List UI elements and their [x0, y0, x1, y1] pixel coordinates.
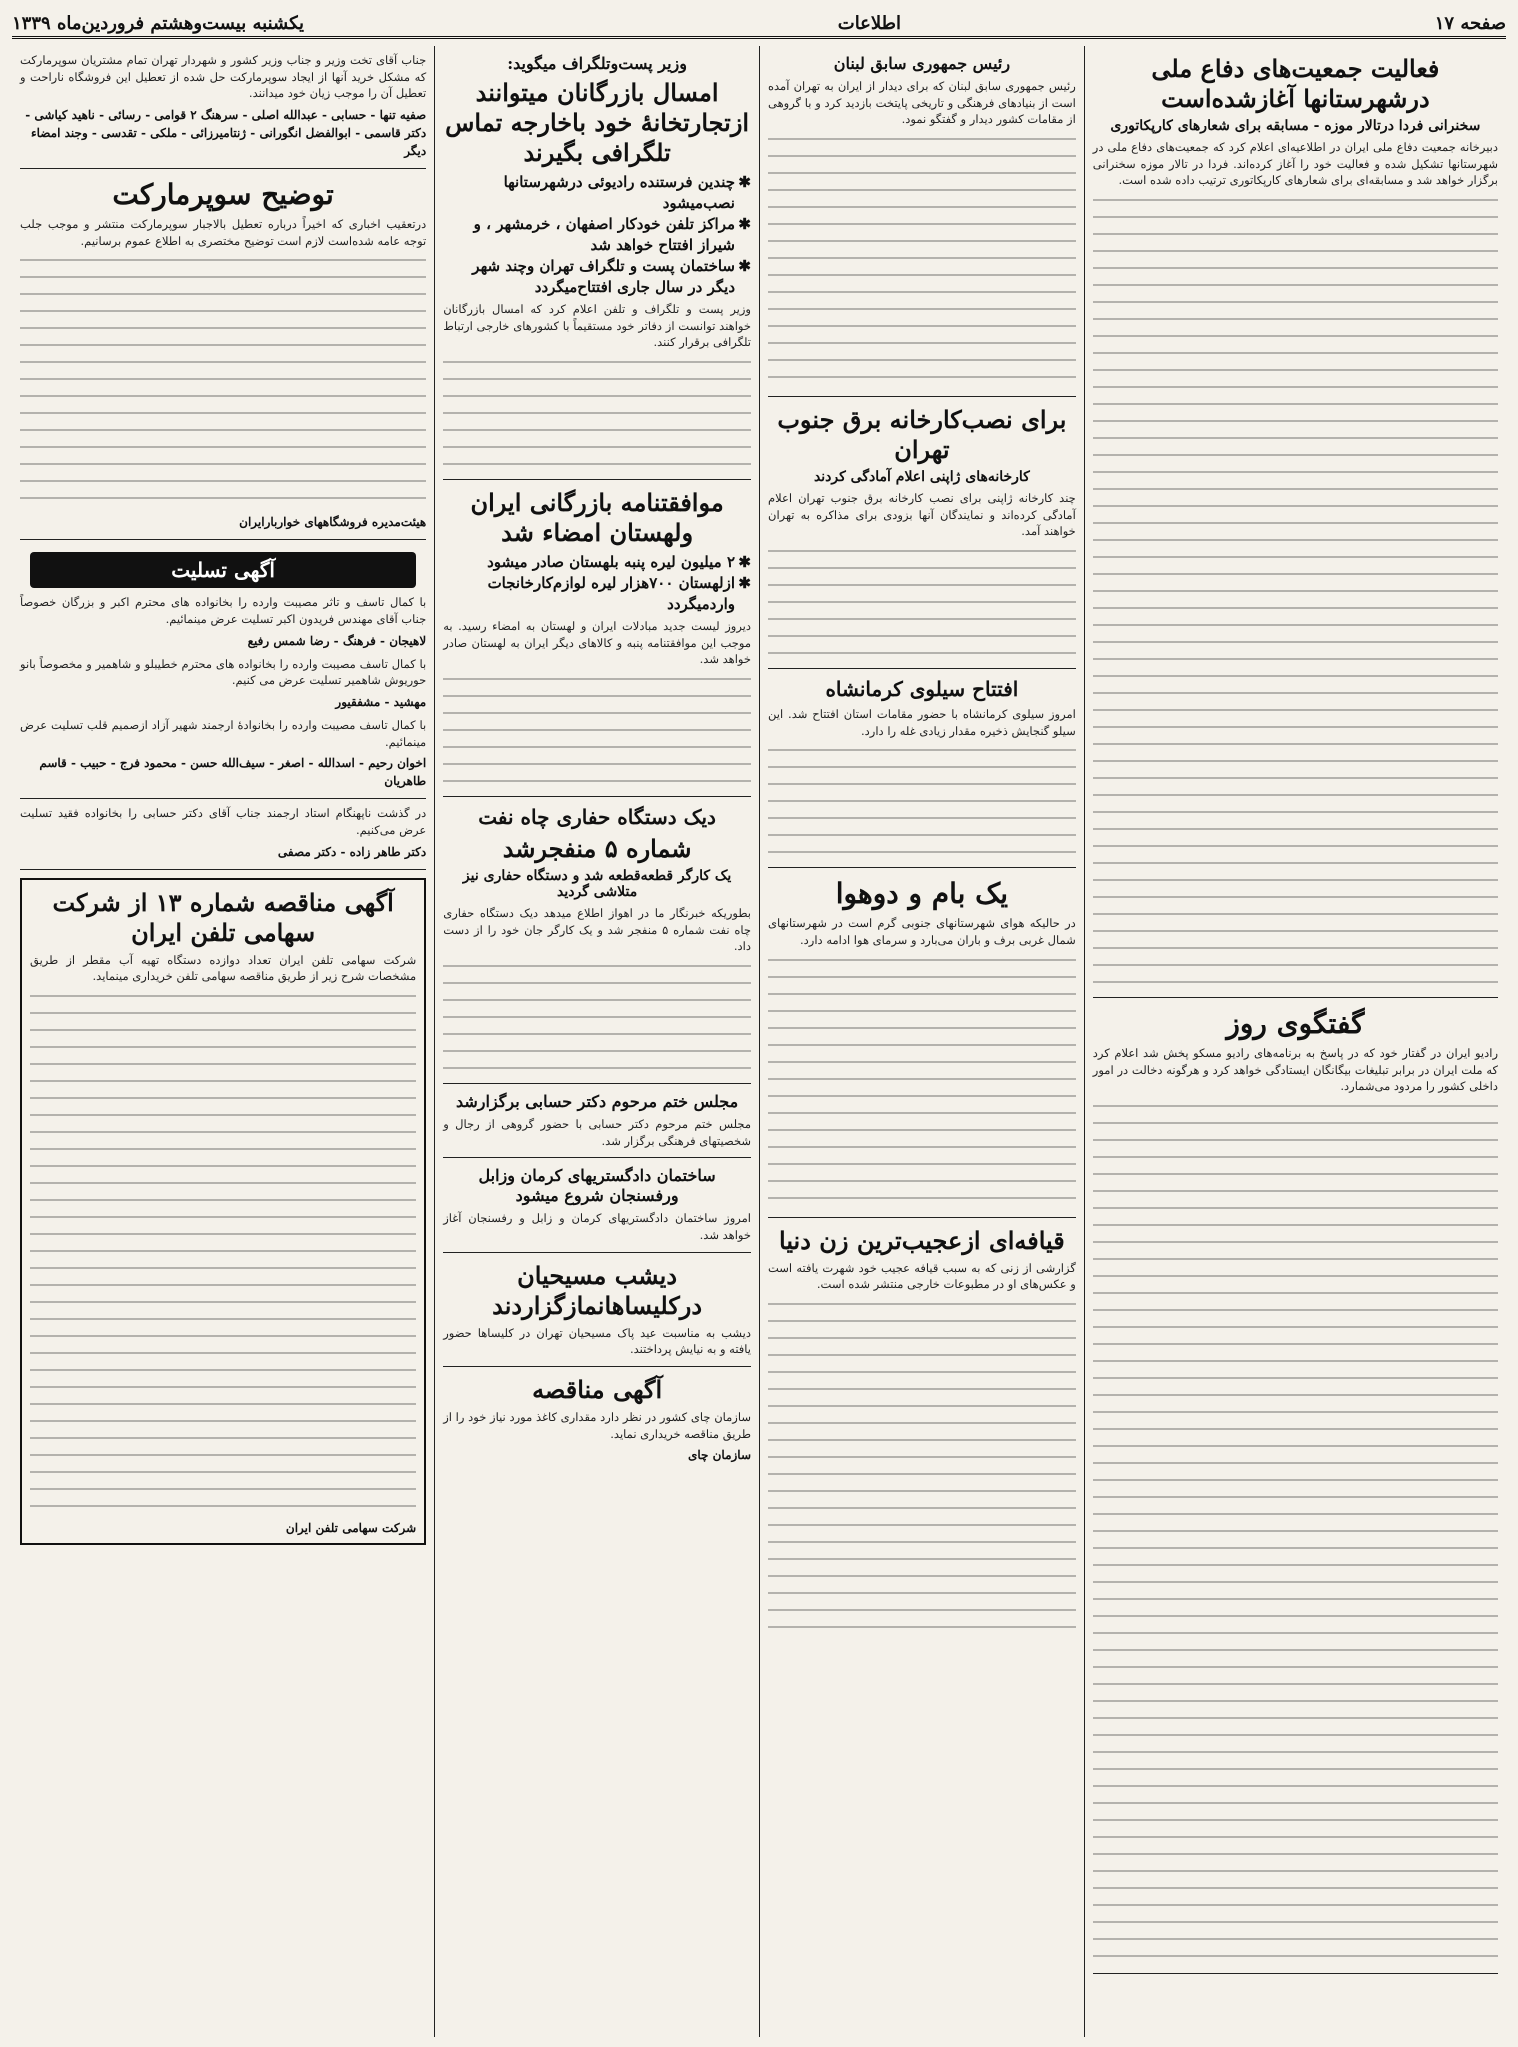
headline: دیشب مسیحیان درکلیساهانمازگزاردند: [492, 1260, 703, 1320]
subhead: کارخانه‌های ژاپنی اعلام آمادگی کردند: [813, 469, 1030, 486]
signature: هیئت‌مدیره فروشگاههای خواربارایران: [239, 515, 427, 530]
headline: برای نصب‌کارخانه برق جنوب تهران: [777, 405, 1067, 465]
article-body: دبیرخانه جمعیت دفاع ملی ایران در اطلاعیه‌ای اعلام کرد که جمعیت‌های دفاع ملی در شهرستانها تشکیل شده و فعالیت خود را آغاز کرده‌اند. فردا در تالار موزه سخنرانی برگزار خواهد شد و مسابقه‌ای برای شعارهای کارپکاتوری ترتیب داده شده است.: [1092, 140, 1498, 188]
condolence-notices: [20, 540, 426, 799]
article-body: وزیر پست و تلگراف و تلفن اعلام کرد که امسال بازرگانان خواهند توانست از دفاتر خود مستقیماً با کشورهای خارجی ارتباط تلگرافی برقرار کنند.: [443, 302, 751, 350]
article-body: رادیو ایران در گفتار خود که در پاسخ به برنامه‌های رادیو مسکو پخش شد اعلام کرد که ملت ایران در برابر تبلیغات بیگانگان ایستادگی خواهد کرد و هرگونه دخالت در امور داخلی کشور را مردود می‌شمارد.: [1092, 1046, 1498, 1094]
article-strange-woman: [768, 1218, 1076, 1641]
notice-body: با کمال تاسف مصیبت وارده را بخانواده های محترم خطیبلو و شاهمیر و مخصوصاً بانو حوریوش شاهمیر تسلیت عرض می کنیم.: [20, 656, 427, 688]
text-block: [768, 540, 1076, 660]
notice-body: با کمال تاسف مصیبت وارده را بخانوادهٔ ارجمند شهیر آزاد ازصمیم قلب تسلیت عرض مینمائیم.: [20, 718, 427, 749]
bullet-item: ✱ ساختمان پست و تلگراف تهران وچند شهر دیگر در سال جاری افتتاح‌میگردد: [443, 256, 735, 298]
text-block: [1093, 869, 1498, 989]
text-block: [768, 949, 1076, 1209]
issue-date: یکشنبه بیست‌وهشتم فروردین‌ماه ۱۳۳۹: [12, 12, 305, 34]
paper-name: اطلاعات: [837, 12, 901, 34]
text-block: [1093, 1435, 1498, 1775]
text-block: [1093, 529, 1498, 869]
article-lebanon-president: [768, 46, 1076, 397]
article-weather: [768, 868, 1076, 1217]
article-body: دیشب به مناسبت عید پاک مسیحیان تهران در کلیساها حضور یافته و به نیایش پرداختند.: [443, 1325, 751, 1357]
article-defense-societies: [1093, 46, 1498, 998]
article-body: شرکت سهامی تلفن ایران تعداد دوازده دستگاه تهیه آب مقطر از طریق مشخصات شرح زیر از طریق مناقصه سهامی تلفن خریداری مینماید.: [30, 952, 417, 984]
headline: قیافه‌ای ازعجیب‌ترین زن دنیا: [779, 1225, 1065, 1255]
article-supermarket-explanation: [20, 169, 426, 540]
article-body: درتعقیب اخباری که اخیراً درباره تعطیل بالاجبار سوپرمارکت منتشر و موجب جلب توجه عامه شده‌است لازم است توضیح مختصری به اطلاع عموم برسانیم.: [20, 217, 427, 248]
middle-left-column: [434, 46, 759, 2037]
article-courthouses: [443, 1158, 751, 1252]
article-body: چند کارخانه ژاپنی برای نصب کارخانه برق جنوب تهران اعلام آمادگی کرده‌اند و نمایندگان آنها بزودی برای مذاکره به تهران خواهند آمد.: [768, 491, 1076, 539]
article-conversation-of-day: [1093, 998, 1498, 1974]
headline: یک بام و دوهوا: [835, 877, 1009, 911]
text-block: [768, 128, 1076, 388]
headline: موافقتنامه بازرگانی ایران ولهستان امضاء شد: [470, 488, 724, 548]
columns-grid: [12, 46, 1506, 2037]
article-body: مجلس ختم مرحوم دکتر حسابی با حضور گروهی از رجال و شخصیتهای فرهنگی برگزار شد.: [443, 1117, 751, 1148]
tender-notice-tea: [443, 1367, 751, 1472]
condolence-box-title: آگهی تسلیت: [30, 552, 416, 588]
tender-notice-telephone: [20, 878, 426, 1545]
bullet-item: ✱ مراکز تلفن خودکار اصفهان ، خرمشهر ، و شیراز افتتاح خواهد شد: [443, 214, 735, 256]
letter-supermarket: [20, 46, 426, 169]
notice-signers: لاهیجان - فرهنگ - رضا شمس رفیع: [247, 633, 427, 648]
article-easter: [443, 1253, 751, 1367]
headline: فعالیت جمعیت‌های دفاع ملی درشهرستانها آغازشده‌است: [1151, 54, 1440, 113]
signers: صفیه تنها - حسابی - عبدالله اصلی - سرهنگ ۲ قوامی - رسائی - ناهید کیاشی - دکتر قاسمی - ابوالفضل انگورانی - ژنتامیرزائی - ملکی - تقدسی - وجند امضاء دیگر: [25, 108, 427, 159]
text-block: [30, 1325, 416, 1515]
text-block: [443, 668, 751, 788]
text-block: [30, 985, 416, 1325]
headline: گفتگوی روز: [1226, 1007, 1365, 1041]
text-block: [768, 739, 1076, 859]
article-telegraph: [443, 46, 751, 480]
middle-right-column: [759, 46, 1084, 2037]
article-oil-rig: [443, 797, 751, 1084]
text-block: [443, 955, 751, 1075]
headline: ساختمان دادگستریهای کرمان وزابل ورفسنجان شروع میشود: [478, 1166, 716, 1206]
deck: یک کارگر قطعه‌قطعه شد و دستگاه حفاری نیز متلاشی گردید: [462, 868, 732, 901]
subhead: شماره ۵ منفجرشد: [502, 834, 692, 864]
article-body: گزارشی از زنی که به سبب قیافه عجیب خود شهرت یافته است و عکس‌های او در مطبوعات خارجی منتشر شده است.: [768, 1260, 1076, 1292]
article-body: در حالیکه هوای شهرستانهای جنوبی گرم است در شهرستانهای شمال غربی برف و باران می‌بارد و سرمای هوا ادامه دارد.: [768, 916, 1076, 948]
right-column: [1084, 46, 1506, 2037]
article-body: سازمان چای کشور در نظر دارد مقداری کاغذ مورد نیاز خود را از طریق مناقصه خریداری نماید.: [443, 1410, 751, 1441]
article-body: رئیس جمهوری سابق لبنان که برای دیدار از ایران به تهران آمده است از بنیادهای فرهنگی و تاریخی پایتخت بازدید کرد و با گروهی از مقامات کشور دیدار و گفتگو نمود.: [768, 79, 1076, 127]
left-column: [12, 46, 434, 2037]
headline: افتتاح سیلوی کرمانشاه: [825, 677, 1019, 702]
bullet-list: [443, 172, 751, 298]
bullet-item: ✱ ازلهستان ۷۰۰هزار لیره لوازم‌کارخانجات واردمیگردد: [443, 573, 735, 615]
headline: امسال بازرگانان میتوانند ازتجارتخانهٔ خود باخارجه تماس تلگرافی بگیرند: [445, 78, 750, 167]
text-block: [768, 1293, 1076, 1633]
text-block: [443, 351, 751, 471]
headline: آگهی مناقصه شماره ۱۳ از شرکت سهامی تلفن ایران: [52, 887, 394, 947]
masthead: [12, 10, 1506, 39]
signature: دکتر طاهر زاده - دکتر مصفی: [277, 844, 427, 859]
headline: توضیح سوپرمارکت: [112, 178, 334, 212]
text-block: [1093, 189, 1498, 529]
kicker: وزیر پست‌وتلگراف میگوید:: [507, 54, 687, 73]
article-trade-agreement: [443, 480, 751, 797]
headline: آگهی مناقصه: [532, 1375, 663, 1405]
text-block: [20, 249, 426, 509]
bullet-item: ✱ چندین فرستنده رادیوئی درشهرستانها نصب‌میشود: [443, 172, 735, 214]
article-body: در گذشت ناپهنگام استاد ارجمند جناب آقای دکتر حسابی را بخانواده فقید تسلیت عرض می‌کنیم.: [20, 806, 427, 838]
article-body: دیروز لیست جدید مبادلات ایران و لهستان به امضاء رسید. به موجب این موافقتنامه پنبه و کالاهای دیگر ایران به لهستان صادر خواهد شد.: [443, 619, 751, 667]
headline: دیک دستگاه حفاری چاه نفت: [478, 805, 716, 830]
bullet-item: ✱ ۲ میلیون لیره پنبه بلهستان صادر میشود: [443, 552, 735, 573]
bullet-list: [443, 552, 751, 615]
signature: سازمان چای: [687, 1448, 751, 1463]
article-power-plant: [768, 397, 1076, 669]
article-kermanshah-silo: [768, 669, 1076, 868]
page-number: صفحه ۱۷: [1434, 12, 1506, 34]
article-memorial: [443, 1084, 751, 1158]
kicker: رئیس جمهوری سابق لبنان: [833, 54, 1011, 73]
notice-body: با کمال تاسف و تاثر مصیبت وارده را بخانواده های محترم اکبر و بزرگان خصوصاً جناب آقای مهندس فریدون اکبر تسلیت عرض مینمائیم.: [20, 595, 427, 627]
condolence-hesabi: [20, 799, 426, 869]
article-body: بطوریکه خبرنگار ما در اهواز اطلاع میدهد دیک دستگاه حفاری چاه نفت شماره ۵ منفجر شد و یک کارگر جان خود را از دست داد.: [443, 906, 751, 954]
headline: مجلس ختم مرحوم دکتر حسابی برگزارشد: [456, 1092, 739, 1112]
notice-signers: مهشید - مشفقیور: [335, 695, 427, 710]
text-block: [1093, 1775, 1498, 1965]
text-block: [1093, 1095, 1498, 1435]
notice-signers: اخوان رحیم - اسدالله - اصغر - سیف‌الله حسن - محمود فرج - حبیب - قاسم طاهریان: [39, 756, 427, 789]
article-body: جناب آقای تخت وزیر و جناب وزیر کشور و شهردار تهران تمام مشتریان سوپرمارکت که مشکل خرید آنها از ایجاد سوپرمارکت حل شده از تعطیل این فروشگاه ناراحت و تعطیل آن را موجب زیان خود میدانند.: [20, 53, 427, 101]
article-body: امروز ساختمان دادگستریهای کرمان و زابل و رفسنجان آغاز خواهد شد.: [443, 1211, 751, 1243]
signature: شرکت سهامی تلفن ایران: [285, 1521, 417, 1536]
subhead: سخنرانی فردا درتالار موزه - مسابقه برای شعارهای کارپکاتوری: [1110, 118, 1481, 134]
article-body: امروز سیلوی کرمانشاه با حضور مقامات استان افتتاح شد. این سیلو گنجایش ذخیره مقدار زیادی غله را دارد.: [768, 707, 1076, 738]
